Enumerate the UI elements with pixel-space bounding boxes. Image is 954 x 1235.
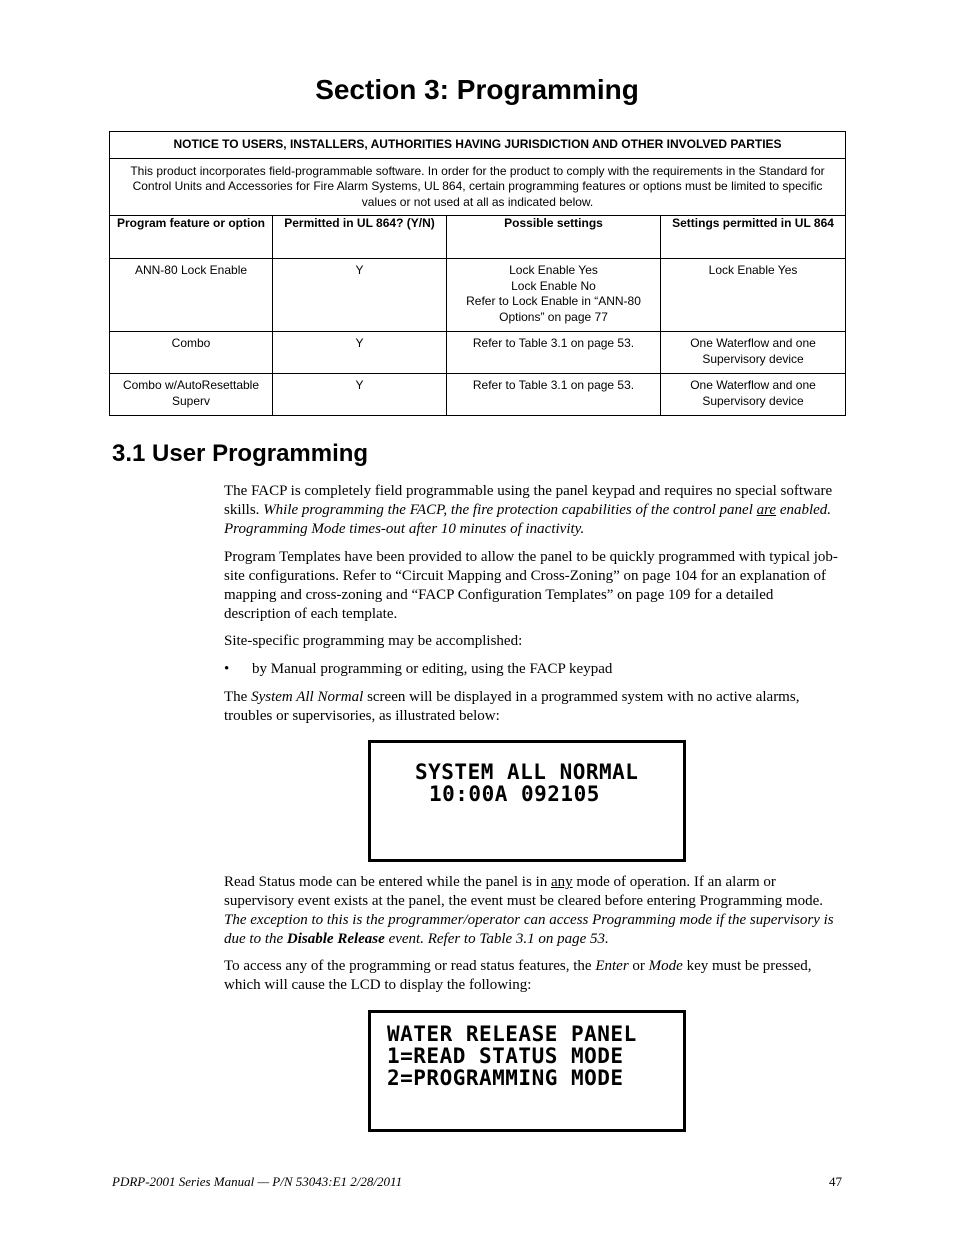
italic-text: event. Refer to Table 3.1 on page 53. — [384, 931, 609, 947]
settings-cell — [447, 374, 661, 416]
text-run: The FACP is completely field programmable using the panel keypad and requires no special software skills. — [224, 483, 833, 518]
intro-paragraph — [224, 482, 840, 539]
bold-italic-text: Disable Release — [286, 931, 385, 947]
ul-setting-cell: One Waterflow and one Supervisory device — [661, 332, 846, 374]
lcd-line: 1=READ STATUS MODE — [387, 1044, 624, 1068]
table-header-row — [110, 216, 846, 259]
text-run: The — [224, 689, 252, 705]
list-item-text: by Manual programming or editing, using the FACP keypad — [252, 661, 613, 677]
bullet-list — [224, 660, 840, 679]
ul-notice-table — [109, 131, 846, 416]
lcd-line: 2=PROGRAMMING MODE — [387, 1066, 624, 1090]
underlined-text: any — [550, 874, 573, 890]
settings-cell — [447, 332, 661, 374]
table-row — [110, 332, 846, 374]
italic-text: Enter — [595, 958, 629, 974]
lcd-display-main-menu — [368, 1010, 686, 1132]
column-header: Permitted in UL 864? (Y/N) — [273, 216, 447, 259]
setting-item: Lock Enable No — [511, 278, 596, 293]
lcd-line: SYSTEM ALL NORMAL — [415, 760, 639, 784]
list-item — [224, 660, 840, 679]
underlined-text: are — [756, 502, 777, 518]
column-header: Settings permitted in UL 864 — [661, 216, 846, 259]
lcd-display-system-normal — [368, 740, 686, 862]
table-row — [110, 259, 846, 332]
feature-cell: Combo w/AutoResettable Superv — [110, 374, 273, 416]
bullet-mark: • — [224, 661, 230, 677]
text-run: or — [628, 958, 649, 974]
italic-text: The exception to this is the programmer/operator can access Programming mode if the supervisory is due to the — [224, 912, 834, 947]
permitted-cell: Y — [273, 332, 447, 374]
page-number: 47 — [829, 1174, 842, 1189]
italic-text: enabled. Programming Mode times-out after 10 minutes of inactivity. — [224, 502, 832, 537]
notice-body: This product incorporates field-programmable software. In order for the product to comply with the requirements in the Standard for Control Units and Accessories for Fire Alarm Systems, UL 864, certain programming features or options must be limited to specific values or not used at all as indicated below. — [110, 159, 846, 216]
site-specific-paragraph — [224, 632, 840, 651]
footer-manual-info — [112, 1174, 402, 1190]
feature-cell: Combo — [110, 332, 273, 374]
read-status-paragraph — [224, 873, 840, 949]
setting-item: Lock Enable Yes — [509, 263, 598, 277]
paragraph-text: Program Templates have been provided to allow the panel to be quickly programmed with typical job-site configurations. Refer to “Circuit Mapping and Cross-Zoning” on page 104 for an explanation of mapping and cross-zoning and “FACP Configuration Templates” on page 109 for a detailed description of each template. — [224, 549, 838, 622]
table-row — [110, 374, 846, 416]
italic-text: While programming the FACP, the fire protection capabilities of the control panel — [263, 502, 757, 518]
italic-text: Mode — [648, 958, 683, 974]
setting-item: Refer to Table 3.1 on page 53. — [472, 378, 635, 392]
access-paragraph — [224, 957, 840, 995]
notice-heading: NOTICE TO USERS, INSTALLERS, AUTHORITIES HAVING JURISDICTION AND OTHER INVOLVED PARTIES — [110, 132, 846, 159]
text-run: mode of operation. If an alarm or supervisory event exists at the panel, the event must be cleared before entering Programming mode. — [224, 874, 823, 909]
footer-text: PDRP-2001 Series Manual — P/N 53043:E1 2/28/2011 — [112, 1174, 403, 1189]
permitted-cell: Y — [273, 259, 447, 332]
ul-setting-cell: One Waterflow and one Supervisory device — [661, 374, 846, 416]
setting-item: Refer to Table 3.1 on page 53. — [472, 336, 635, 350]
templates-paragraph — [224, 548, 840, 624]
lcd-line: WATER RELEASE PANEL — [387, 1022, 637, 1046]
section-title: 3.1 User Programming — [112, 440, 369, 467]
text-run: key must be pressed, which will cause the LCD to display the following: — [224, 958, 812, 993]
settings-cell — [447, 259, 661, 332]
feature-cell: ANN-80 Lock Enable — [110, 259, 273, 332]
column-header: Possible settings — [447, 216, 661, 259]
page-title: Section 3: Programming — [315, 74, 639, 105]
paragraph-text: Site-specific programming may be accomplished: — [224, 633, 523, 649]
italic-text: System All Normal — [251, 689, 364, 705]
permitted-cell: Y — [273, 374, 447, 416]
text-run: Read Status mode can be entered while the panel is in — [224, 874, 551, 890]
ul-setting-cell: Lock Enable Yes — [661, 259, 846, 332]
system-normal-paragraph — [224, 688, 840, 726]
text-run: screen will be displayed in a programmed system with no active alarms, troubles or supervisories, as illustrated below: — [224, 689, 800, 724]
column-header: Program feature or option — [110, 216, 273, 259]
lcd-line: 10:00A 092105 — [429, 782, 600, 806]
setting-item: Refer to Lock Enable in “ANN-80 Options” on page 77 — [466, 294, 641, 324]
text-run: To access any of the programming or read status features, the — [224, 958, 596, 974]
